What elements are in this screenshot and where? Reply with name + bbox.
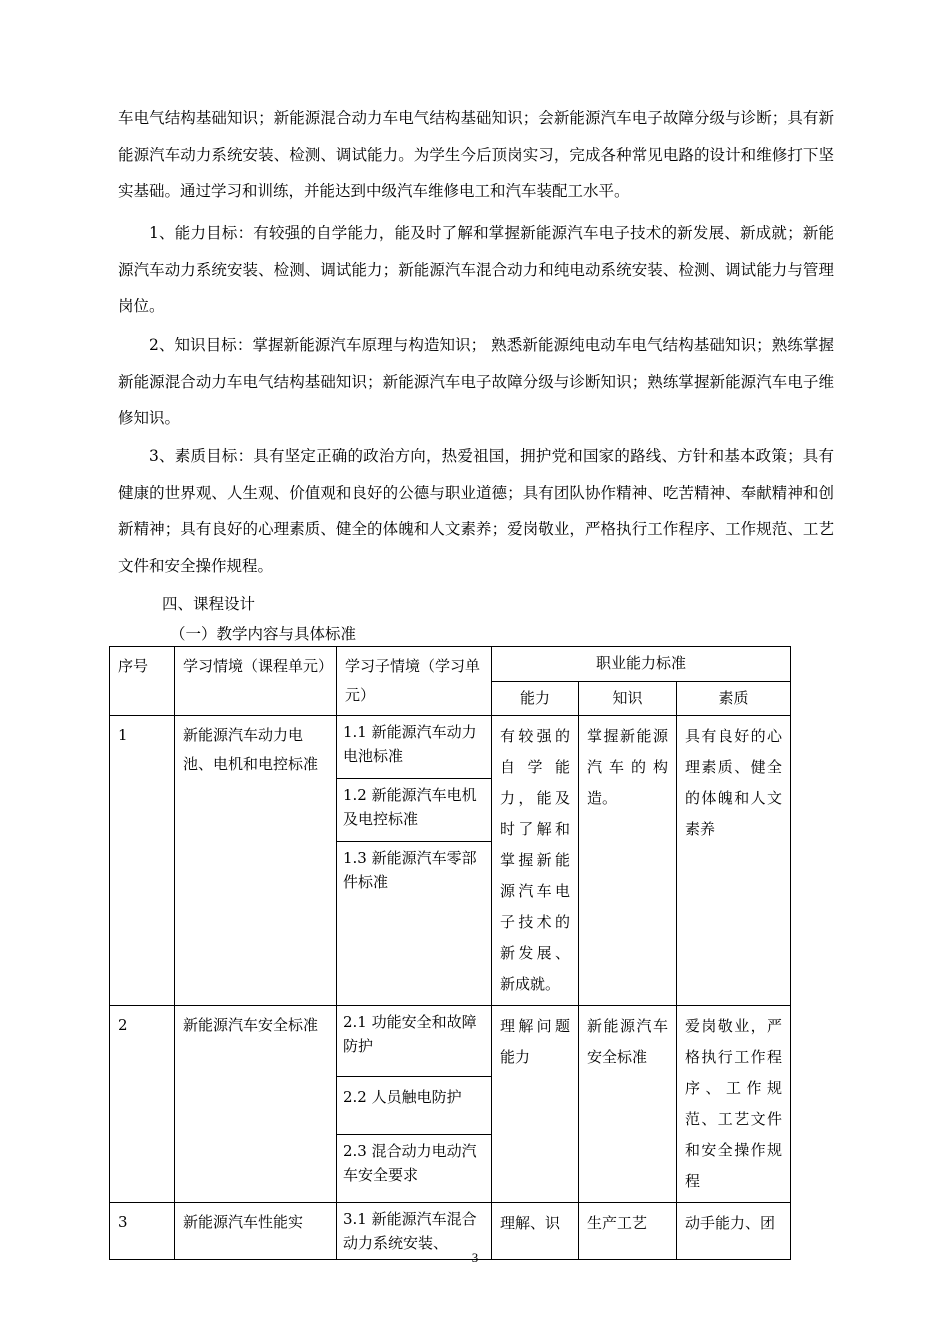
- row-ability: 理解、识: [492, 1203, 579, 1260]
- row-sub-situation: 1.3 新能源汽车零部件标准: [337, 842, 492, 1006]
- header-sub-situation: 学习子情境（学习单元）: [337, 647, 492, 716]
- header-quality: 素质: [677, 681, 791, 716]
- ability-goal-paragraph: 1、能力目标：有较强的自学能力，能及时了解和掌握新能源汽车电子技术的新发展、新成就；新能源汽车动力系统安装、检测、调试能力；新能源汽车混合动力和纯电动系统安装、检测、调试能力与管理岗位。: [118, 224, 834, 315]
- row-sub-situation: 2.3 混合动力电动汽车安全要求: [337, 1135, 492, 1203]
- row-ability: 有较强的自学能力，能及时了解和掌握新能源汽车电子技术的新发展、新成就。: [492, 716, 579, 1006]
- table-header-row: [110, 647, 791, 682]
- sub-heading: （一）教学内容与具体标准: [170, 625, 357, 643]
- section-heading: 四、课程设计: [162, 595, 256, 613]
- header-situation: 学习情境（课程单元）: [175, 647, 337, 716]
- table-row: [110, 716, 791, 779]
- table-row: [110, 1006, 791, 1077]
- row-no: 2: [110, 1006, 175, 1203]
- row-situation: 新能源汽车安全标准: [175, 1006, 337, 1203]
- row-situation: 新能源汽车动力电池、电机和电控标准: [175, 716, 337, 1006]
- row-ability: 理解问题能力: [492, 1006, 579, 1203]
- row-quality: 动手能力、团: [677, 1203, 791, 1260]
- teaching-content-table: [109, 646, 791, 1260]
- row-sub-situation: 2.1 功能安全和故障防护: [337, 1006, 492, 1077]
- row-situation: 新能源汽车性能实: [175, 1203, 337, 1260]
- page-number: 3: [471, 1250, 479, 1265]
- row-quality: 爱岗敬业，严格执行工作程序、工作规范、工艺文件和安全操作规程: [677, 1006, 791, 1203]
- quality-goal-paragraph: 3、素质目标：具有坚定正确的政治方向，热爱祖国，拥护党和国家的路线、方针和基本政策；具有健康的世界观、人生观、价值观和良好的公德与职业道德；具有团队协作精神、吃苦精神、奉献精神和创新精神；具有良好的心理素质、健全的体魄和人文素养；爱岗敬业，严格执行工作程序、工作规范、工艺文件和安全操作规程。: [118, 447, 834, 575]
- row-sub-situation: 1.2 新能源汽车电机及电控标准: [337, 779, 492, 842]
- row-knowledge: 生产工艺: [579, 1203, 677, 1260]
- header-no: 序号: [110, 647, 175, 716]
- row-sub-situation: 2.2 人员触电防护: [337, 1077, 492, 1135]
- row-no: 3: [110, 1203, 175, 1260]
- header-standard: 职业能力标准: [492, 647, 791, 682]
- row-quality: 具有良好的心理素质、健全的体魄和人文素养: [677, 716, 791, 1006]
- header-knowledge: 知识: [579, 681, 677, 716]
- row-knowledge: 新能源汽车安全标准: [579, 1006, 677, 1203]
- row-sub-situation: 1.1 新能源汽车动力电池标准: [337, 716, 492, 779]
- header-ability: 能力: [492, 681, 579, 716]
- intro-paragraph: 车电气结构基础知识；新能源混合动力车电气结构基础知识；会新能源汽车电子故障分级与诊断；具有新能源汽车动力系统安装、检测、调试能力。为学生今后顶岗实习，完成各种常见电路的设计和维修打下坚实基础。通过学习和训练，并能达到中级汽车维修电工和汽车装配工水平。: [118, 109, 834, 200]
- row-knowledge: 掌握新能源汽车的构造。: [579, 716, 677, 1006]
- row-sub-situation: 3.1 新能源汽车混合动力系统安装、: [337, 1203, 492, 1260]
- row-no: 1: [110, 716, 175, 1006]
- knowledge-goal-paragraph: 2、知识目标：掌握新能源汽车原理与构造知识； 熟悉新能源纯电动车电气结构基础知识；熟练掌握新能源混合动力车电气结构基础知识；新能源汽车电子故障分级与诊断知识；熟练掌握新能源汽车电子维修知识。: [118, 336, 834, 427]
